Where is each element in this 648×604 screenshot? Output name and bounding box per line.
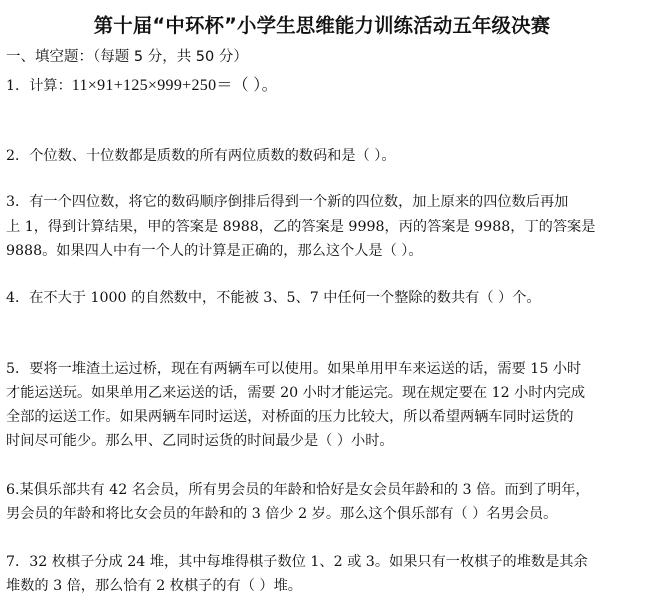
question-1 [6, 72, 278, 95]
exam-title: 第十届“中环杯”小学生思维能力训练活动五年级决赛 [93, 14, 551, 37]
question-6-line-2: 男会员的年龄和将比女会员的年龄和的 3 倍少 2 岁。那么这个俱乐部有（ ）名男会员。 [6, 506, 558, 522]
question-1-expression: 11×91+125×999+250＝（ ）。 [71, 77, 278, 94]
question-2-line-1: 2．个位数、十位数都是质数的所有两位质数的数码和是（ ）。 [6, 148, 396, 164]
question-3-line-1: 3．有一个四位数，将它的数码顺序倒排后得到一个新的四位数，加上原来的四位数后再加 [6, 194, 569, 210]
question-6-line-1: 6.某俱乐部共有 42 名会员，所有男会员的年龄和恰好是女会员年龄和的 3 倍。而到了明年， [6, 482, 590, 498]
question-3-line-2: 上 1，得到计算结果，甲的答案是 8988，乙的答案是 9998，丙的答案是 9988，丁的答案是 [6, 219, 596, 235]
question-7-line-1: 7．32 枚棋子分成 24 堆，其中每堆得棋子数位 1、2 或 3。如果只有一枚棋子的堆数是其余 [6, 554, 588, 570]
question-7-line-2: 堆数的 3 倍，那么恰有 2 枚棋子的有（ ）堆。 [6, 578, 302, 594]
question-5-line-1: 5．要将一堆渣土运过桥，现在有两辆车可以使用。如果单用甲车来运送的话，需要 15 小时 [6, 361, 582, 377]
question-1-prefix: 1．计算： [6, 78, 72, 94]
question-5-line-3: 全部的运送工作。如果两辆车同时运送，对桥面的压力比较大，所以希望两辆车同时运货的 [6, 409, 574, 425]
section-header: 一、填空题：（每题 5 分，共 50 分） [6, 49, 248, 65]
question-5-line-4: 时间尽可能少。那么甲、乙同时运货的时间最少是（ ）小时。 [6, 433, 394, 449]
question-4-line-1: 4．在不大于 1000 的自然数中，不能被 3、5、7 中任何一个整除的数共有（ ）个。 [6, 290, 541, 306]
question-5-line-2: 才能运送玩。如果单用乙来运送的话，需要 20 小时才能运完。现在规定要在 12 小时内完成 [6, 385, 586, 401]
question-3-line-3: 9888。如果四人中有一个人的计算是正确的，那么这个人是（ ）。 [6, 243, 423, 259]
